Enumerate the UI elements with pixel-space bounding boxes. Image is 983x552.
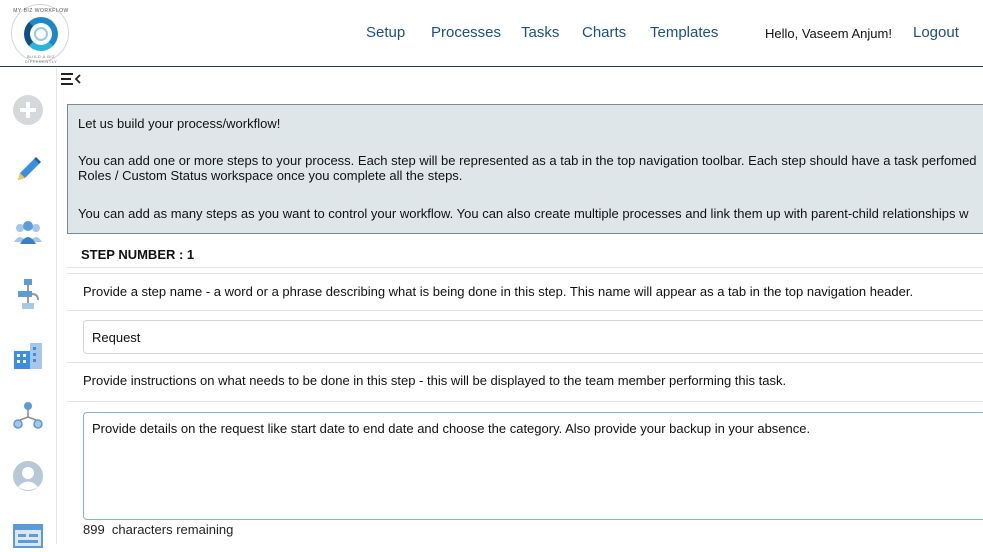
intro-info-panel <box>67 104 983 234</box>
sidebar <box>0 68 57 544</box>
nav-setup[interactable]: Setup <box>366 24 406 41</box>
team-icon[interactable] <box>11 215 45 249</box>
building-icon[interactable] <box>11 338 45 372</box>
step-name-prompt-row <box>67 273 983 311</box>
sidebar-toggle-icon[interactable] <box>61 71 81 87</box>
plus-circle-icon[interactable] <box>11 93 45 127</box>
step-name-prompt: Provide a step name - a word or a phrase describing what is being done in this step. This name will appear as a tab in the top navigation header. <box>83 284 914 299</box>
app-logo[interactable] <box>11 4 69 62</box>
instructions-textarea[interactable] <box>83 412 983 520</box>
logo-bottom-text: BUILD A BIZ DIFFERENTLY <box>24 54 58 64</box>
step-name-input[interactable] <box>83 320 983 354</box>
nav-charts[interactable]: Charts <box>582 24 627 41</box>
intro-text-2: Roles / Custom Status workspace once you complete all the steps. <box>78 168 463 183</box>
top-header <box>0 0 983 67</box>
user-icon[interactable] <box>11 459 45 493</box>
characters-remaining: 899 characters remaining <box>83 522 234 537</box>
pencil-icon[interactable] <box>11 153 45 187</box>
flow-icon[interactable] <box>11 277 45 311</box>
intro-text-1: You can add one or more steps to your process. Each step will be represented as a tab in the top navigation toolbar. Each step should have a task perfomed <box>78 153 977 168</box>
step-number-row <box>67 240 983 268</box>
nav-templates[interactable]: Templates <box>650 24 719 41</box>
logo-center-icon <box>34 27 48 41</box>
intro-text-3: You can add as many steps as you want to control your workflow. You can also create multiple processes and link them up with parent-child relationships w <box>78 206 969 221</box>
instructions-prompt: Provide instructions on what needs to be done in this step - this will be displayed to the team member performing this task. <box>83 373 787 388</box>
intro-heading: Let us build your process/workflow! <box>78 116 281 131</box>
instructions-prompt-row <box>67 362 983 402</box>
nav-processes[interactable]: Processes <box>431 24 502 41</box>
step-number-label: STEP NUMBER : 1 <box>81 247 195 262</box>
logout-link[interactable]: Logout <box>913 24 959 41</box>
window-icon[interactable] <box>11 518 45 552</box>
user-greeting: Hello, Vaseem Anjum! <box>765 26 892 41</box>
hierarchy-icon[interactable] <box>11 398 45 432</box>
logo-top-text: MY BIZ WORKFLOW <box>13 8 69 14</box>
nav-tasks[interactable]: Tasks <box>521 24 560 41</box>
